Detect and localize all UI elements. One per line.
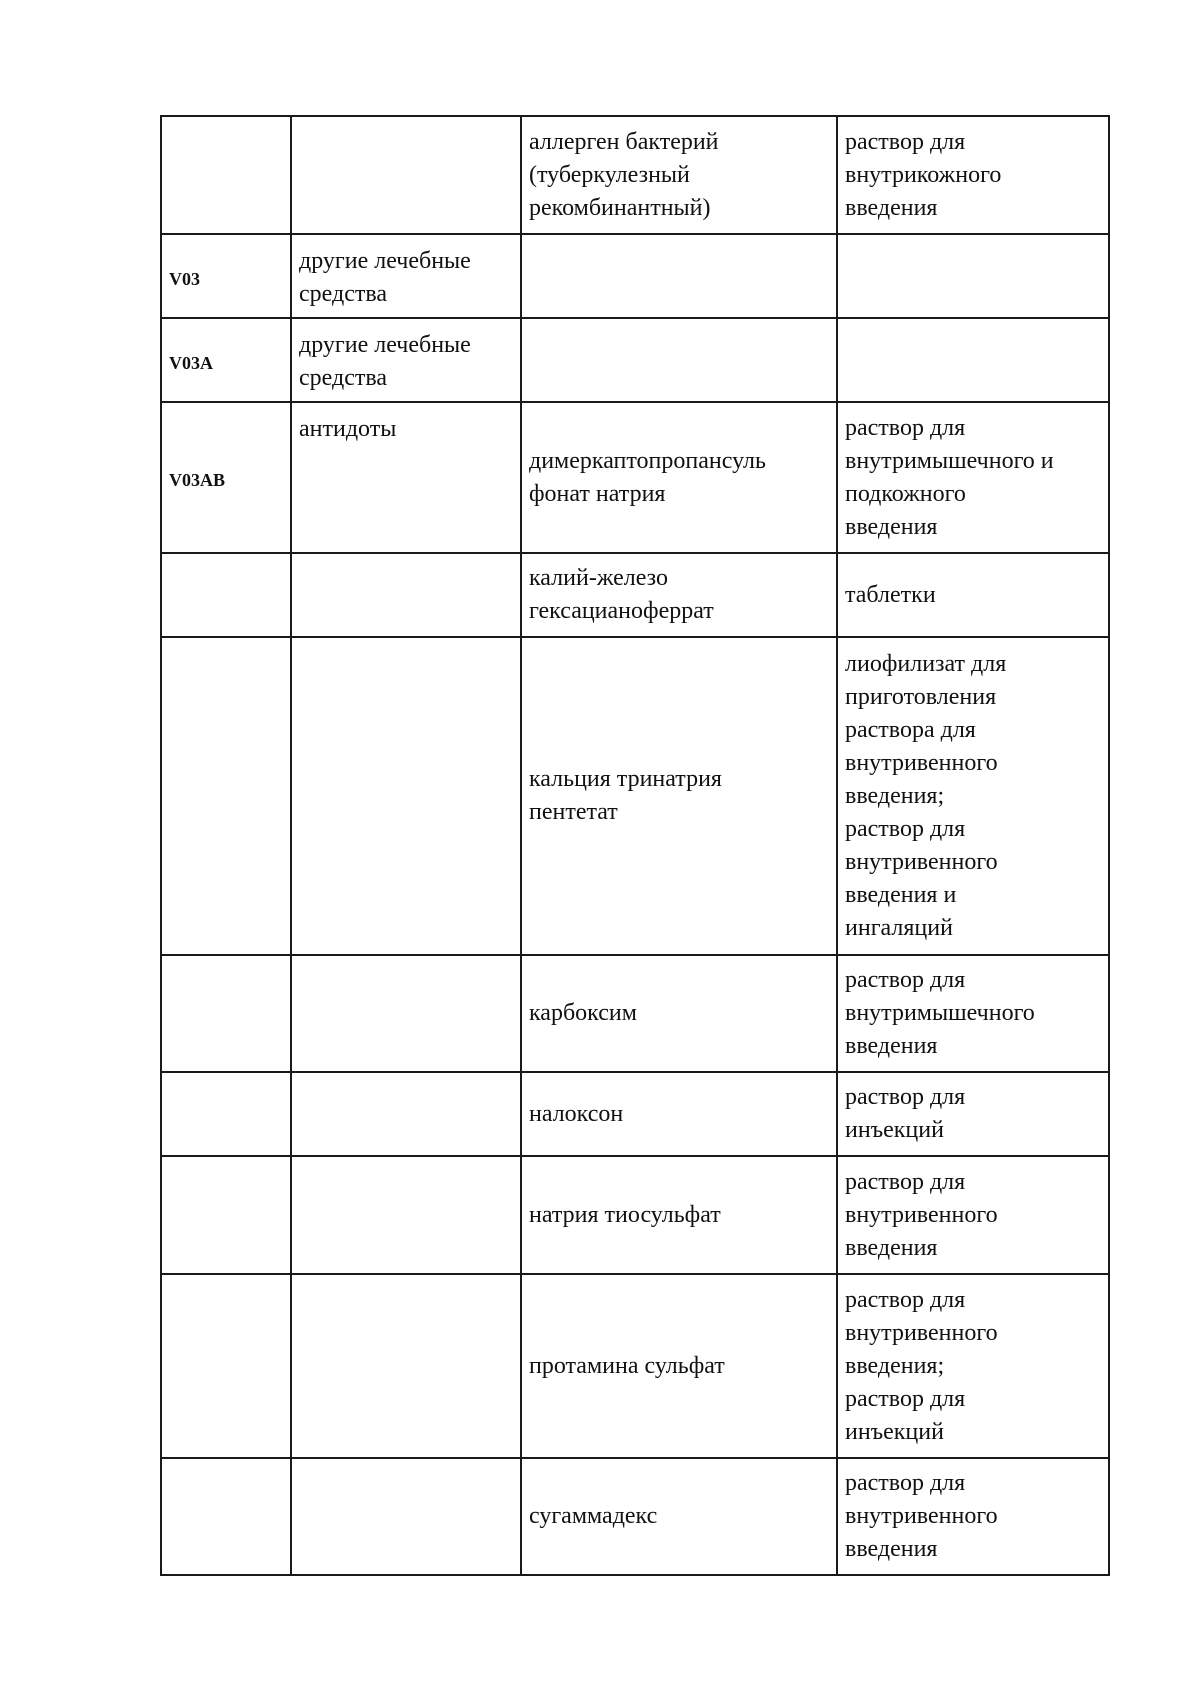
table-row xyxy=(161,1458,1109,1575)
group-name-cell xyxy=(291,1156,521,1274)
drug-name-cell: димеркаптопропансуль фонат натрия xyxy=(521,402,837,553)
atc-code-cell: V03AB xyxy=(161,402,291,553)
group-name-cell xyxy=(291,955,521,1072)
atc-code-cell xyxy=(161,955,291,1072)
group-name-cell xyxy=(291,1458,521,1575)
dosage-form-cell xyxy=(837,318,1109,402)
table-row xyxy=(161,234,1109,318)
table-row xyxy=(161,1274,1109,1458)
medication-table xyxy=(160,115,1110,1576)
group-name-cell xyxy=(291,637,521,955)
dosage-form-cell: раствор для внутримышечного и подкожного введения xyxy=(837,402,1109,553)
table-row xyxy=(161,116,1109,234)
dosage-form-cell xyxy=(837,234,1109,318)
dosage-form-cell: раствор для внутривенного введения xyxy=(837,1156,1109,1274)
atc-code-cell xyxy=(161,1072,291,1156)
group-name-cell: антидоты xyxy=(291,402,521,553)
drug-name-cell: карбоксим xyxy=(521,955,837,1072)
group-name-cell xyxy=(291,116,521,234)
table-row xyxy=(161,637,1109,955)
drug-name-cell: налоксон xyxy=(521,1072,837,1156)
atc-code-cell xyxy=(161,637,291,955)
dosage-form-cell: раствор для внутривенного введения; раствор для инъекций xyxy=(837,1274,1109,1458)
drug-name-cell xyxy=(521,318,837,402)
group-name-cell xyxy=(291,1072,521,1156)
drug-name-cell: протамина сульфат xyxy=(521,1274,837,1458)
dosage-form-cell: лиофилизат для приготовления раствора для внутривенного введения; раствор для внутривенного введения и ингаляций xyxy=(837,637,1109,955)
drug-name-cell: калий-железо гексацианоферрат xyxy=(521,553,837,637)
drug-name-cell: сугаммадекс xyxy=(521,1458,837,1575)
table-row xyxy=(161,1072,1109,1156)
group-name-cell: другие лечебные средства xyxy=(291,318,521,402)
drug-name-cell: натрия тиосульфат xyxy=(521,1156,837,1274)
atc-code-cell: V03 xyxy=(161,234,291,318)
drug-name-cell: кальция тринатрия пентетат xyxy=(521,637,837,955)
dosage-form-cell: раствор для внутривенного введения xyxy=(837,1458,1109,1575)
group-name-cell xyxy=(291,1274,521,1458)
drug-name-cell: аллерген бактерий (туберкулезный рекомбинантный) xyxy=(521,116,837,234)
atc-code-cell xyxy=(161,116,291,234)
table-row xyxy=(161,553,1109,637)
atc-code-cell xyxy=(161,1458,291,1575)
atc-code-cell xyxy=(161,553,291,637)
atc-code-cell xyxy=(161,1274,291,1458)
atc-code-cell: V03A xyxy=(161,318,291,402)
dosage-form-cell: раствор для внутримышечного введения xyxy=(837,955,1109,1072)
dosage-form-cell: раствор для внутрикожного введения xyxy=(837,116,1109,234)
dosage-form-cell: таблетки xyxy=(837,553,1109,637)
atc-code-cell xyxy=(161,1156,291,1274)
table-row xyxy=(161,318,1109,402)
dosage-form-cell: раствор для инъекций xyxy=(837,1072,1109,1156)
table-row xyxy=(161,1156,1109,1274)
group-name-cell: другие лечебные средства xyxy=(291,234,521,318)
table-row xyxy=(161,402,1109,553)
group-name-cell xyxy=(291,553,521,637)
drug-name-cell xyxy=(521,234,837,318)
table-row xyxy=(161,955,1109,1072)
